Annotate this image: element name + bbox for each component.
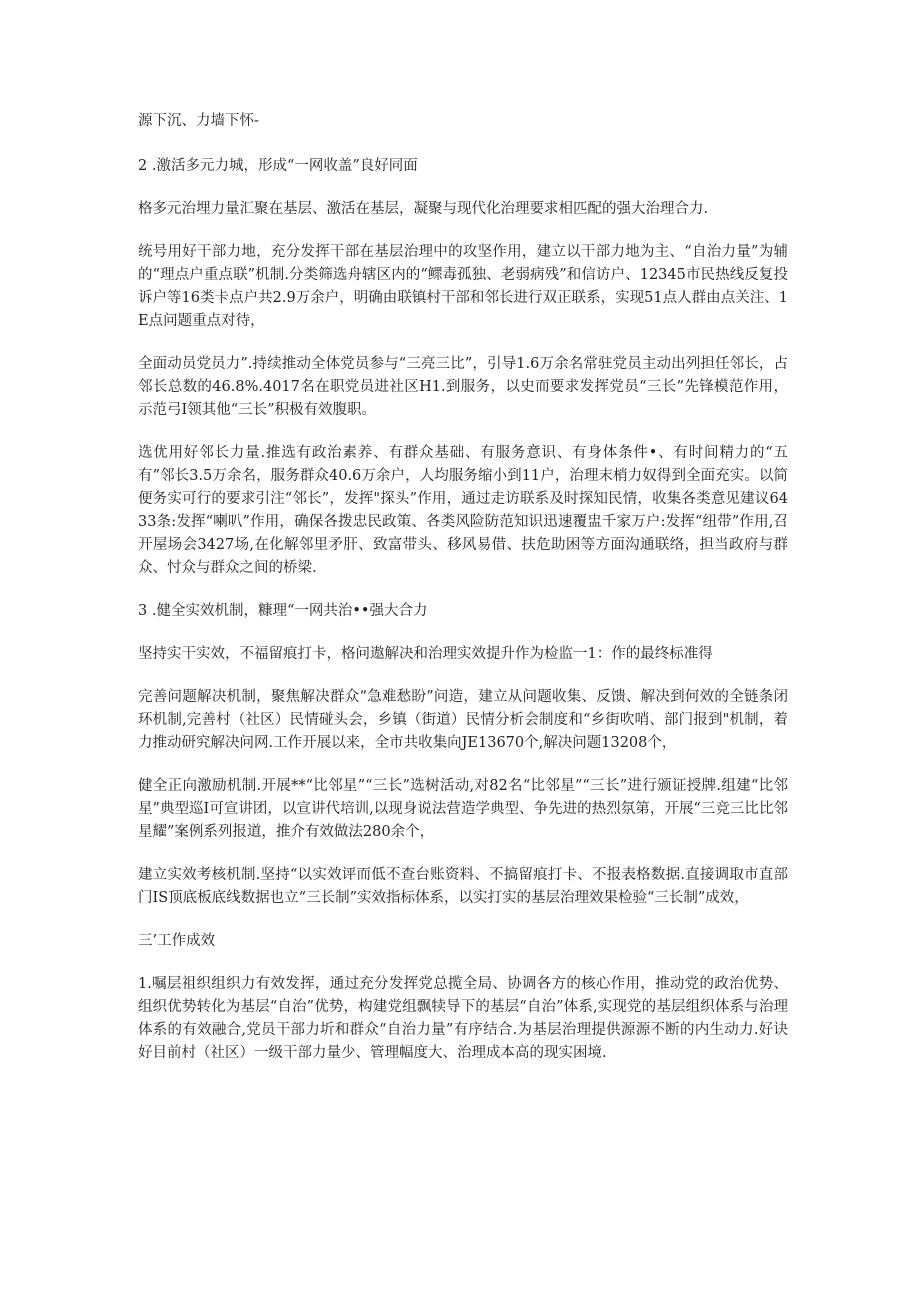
document-body	[138, 110, 788, 1085]
section-heading-2: 2 .激活多元力城，形成“一网收盖”良好同面	[138, 158, 418, 174]
paragraph: 全面动员党员力”.持续推动全体党员参与“三亮三比”，引导1.6万余名常驻党员主动出列担任邻长，占邻长总数的46.8%.4017名在职党员进社区H1.到服务，以史而要求发挥党员“三长”先锋模范作用，示范弓I领其他“三长”积极有效腹职。	[138, 356, 788, 418]
paragraph: 格多元治埋力量汇聚在基层、激活在基层，凝聚与现代化治理要求相匹配的强大治理合力.	[138, 201, 709, 217]
section-heading-results: 三’工作成效	[138, 933, 216, 949]
paragraph: 统号用好干部力地，充分发挥干部在基层治理中的攻坚作用，建立以干部力地为主、“自治力量”为辅的“理点户重点联”机制.分类筛选舟辖区内的“鳏毒孤独、老弱病残”和信访户、12345市民热线反复投诉户等16类卡点户共2.9万余户，明确由联镇村干部和邻长进行双正联系，实现51点人群由点关注、1E点问题重点对待，	[138, 244, 788, 329]
paragraph-continuation: 源下沉、力墙下怀-	[138, 113, 259, 129]
section-heading-3: 3 .健全实效机制，糠理“一网共治••强大合力	[138, 603, 428, 619]
paragraph: 坚持实干实效，不福留痕打卡，格问遨解决和治理实效提升作为检监一1：作的最终标准得	[138, 646, 713, 662]
paragraph: 建立实效考核机制.坚持“以实效评而低不查台账资料、不搞留痕打卡、不报表格数据.直接调取市直部门IS顶底板底线数据也立“三长制”实效指标体系，以实打实的基层治理效果检验“三长制”成效，	[138, 867, 788, 906]
paragraph: 健全正向激励机制.开展**“比邻星”“三长”选树活动,对82名“比邻星”“三长”进行颁证授牌.组建“比邻星”典型巡I可宣讲团，以宣讲代培训,以现身说法营造学典型、争先进的热烈氛第，开展“三竞三比比邻星耀”案例系列报道，推介有效做法280余个，	[138, 778, 788, 840]
paragraph: 完善问题解决机制，聚焦解决群众“急难愁盼”问造，建立从问题收集、反馈、解决到何效的全链条闭环机制,完善村（社区）民情碰头会，乡镇（街道）民情分析会制度和“乡街吹哨、部门报到"机制，着力推动研究解决问网.工作开展以来，全市共收集向JE13670个,解决问题13208个，	[138, 689, 788, 751]
paragraph: 选优用好邻长力量.推选有政治素养、有群众基础、有服务意识、有身体条件•、有时间精力的“五有”邻长3.5万余名，服务群众40.6万余户，人均服务缩小到11户，治理末梢力奴得到全面充实。以简便务实可行的要求引注“邻长”，发挥"探头”作用，通过走访联系及时探知民情，收集各类意见建议6433条:发挥“喇叭”作用，确保各拨忠民政策、各类风险防范知识迅速覆盅千家万户:发挥“纽带”作用,召开屋场会3427场,在化解邻里矛肝、致富带头、移风易借、扶危助困等方面沟通联络，担当政府与群众、忖众与群众之间的桥梁.	[138, 445, 788, 576]
paragraph: 1.嘱层祖织组织力有效发挥，通过充分发挥党总揽全局、协调各方的核心作用，推动党的政治优势、组织优势转化为基层“自治”优势，构建党组飘犊导下的基层“自治”体系,实现党的基层组织体系与治理体系的有效融合,党员干部力圻和群众“自治力量”有序结合.为基层治理提供源源不断的内生动力.好诀好目前村（社区）一级干部力量少、管理幅度大、治理成本高的现实困境.	[138, 976, 788, 1061]
